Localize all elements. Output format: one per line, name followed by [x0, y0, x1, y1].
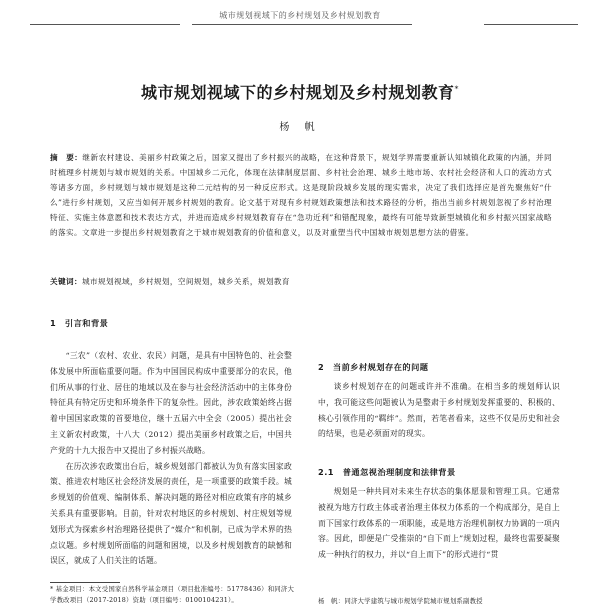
running-header: 城市规划视域下的乡村规划及乡村规划教育: [219, 11, 381, 20]
keywords-label: 关键词：: [50, 277, 82, 286]
section-1-heading: 1 引言和背景: [50, 318, 109, 328]
left-column: [50, 348, 292, 569]
abstract-label: 摘 要：: [50, 153, 83, 162]
footnote-text: 基金项目：本文受国家自然科学基金项目（项目批准编号：51778436）和同济大学教改项目（2017-2018）资助（项目编号：0100104231）。: [50, 585, 295, 604]
paper-title: [0, 80, 600, 103]
section-2-heading: 2 当前乡村规划存在的问题: [318, 362, 429, 372]
paper-title-text: 城市规划视域下的乡村规划及乡村规划教育: [140, 83, 455, 102]
keywords-text: 城市规划视域，乡村规划，空间规划，城乡关系，规划教育: [81, 277, 290, 286]
abstract-text: 继新农村建设、美丽乡村政策之后，国家又提出了乡村振兴的战略，在这种背景下，规划学界需要重新认知城镇化政策的内涵，并同时梳理乡村规划与城市规划的关系。中国城乡二元化，体现在法律制度层面、乡村社会治理、城乡土地市场、农村社会经济和人口的流动方式等诸多方面，乡村规划与城市规划是这种二元结构的另一种反应形式。这是现阶段城乡发展的现实需求，决定了我们选择应是首先聚焦好“什么”进行乡村规划，又应当如何开展乡村规划的教育。论文基于对现有乡村规划政策想法和技术路径的分析，指出当前乡村规划忽视了乡村治理特征、实施主体意愿和技术表达方式，并进而造成乡村规划教育存在“急功近利”和错配现象，最终有可能导致新型城镇化和乡村振兴国家战略的落实。文章进一步提出乡村规划教育之于城市规划教育的价值和意义，以及对重塑当代中国城市规划思想方法的借鉴。: [50, 153, 552, 237]
header-rule-right: [484, 24, 578, 25]
section-2-1-body: [318, 484, 560, 563]
author-name: 杨 帆: [279, 122, 321, 133]
author-note: [318, 596, 578, 607]
keywords: [50, 274, 552, 289]
funding-footnote: [50, 584, 295, 606]
section-2-1-paragraph: 规划是一种共同对未来生存状态的集体愿景和管理工具。它通常被视为地方行政主体或者治理主体权力体系的一个构成部分，是自上而下国家行政体系的一项职能，或是地方治理机制权力协调的一项内容。因此，即便是广受推崇的“自下而上”规划过程，最终也需要凝聚成一种执行的权力，并以“自上而下”的形式进行“贯: [318, 487, 560, 560]
section-2-1-heading: 2.1 普通忽视治理制度和法律背景: [318, 467, 456, 477]
title-footnote-mark: *: [454, 84, 459, 94]
footnote-mark: *: [50, 585, 54, 593]
section-1-paragraph-2: 在历次涉农政策出台后，城乡规划部门都被认为负有落实国家政策、推进农村地区社会经济发展的责任，是一项重要的政策手段。城乡规划的价值观、编制体系、解决问题的路径对相应政策有序的城乡关系具有重要影响。目前，针对农村地区的乡村规划、村庄规划等规划形式为探索乡村治理路径提供了“媒介”和机制，已成为学术界的热点议题。乡村规划所面临的问题和困境，以及乡村规划教育的缺憾和误区，就成了人们关注的话题。: [50, 461, 292, 566]
footnote-rule: [50, 582, 120, 583]
author-note-label: 杨 帆：: [318, 597, 345, 605]
abstract: [50, 150, 552, 240]
section-1-paragraph-1: “三农”（农村、农业、农民）问题，是具有中国特色的、社会整体发展中所面临重要问题。作为中国国民构成中重要部分的农民，他们所从事的行业、居住的地域以及在参与社会经济活动中的主体身份特征具有特定历史和环境条件下的复杂性。因此，涉农政策始终占据着中国国家政策的首要地位，继十五届六中全会（2005）提出社会主义新农村政策，十八大（2012）提出美丽乡村政策之后，中国共产党的十九大报告中又提出了乡村振兴战略。: [50, 351, 292, 455]
author-note-text: 同济大学建筑与城市规划学院城市规划系副教授: [344, 597, 483, 605]
header-rule-left: [30, 24, 180, 25]
section-2-paragraph: 谈乡村规划存在的问题或许并不准确。在相当多的规划师认识中，我可能这些问题被认为是整肃于乡村规划发挥重要的、积极的、核心引领作用的“羁绊”。然而，若笔者看来，这些不仅是历史和社会的结果，也是必须面对的现实。: [318, 382, 560, 439]
section-2-body: [318, 379, 560, 442]
header-rule-mid: [192, 24, 412, 25]
